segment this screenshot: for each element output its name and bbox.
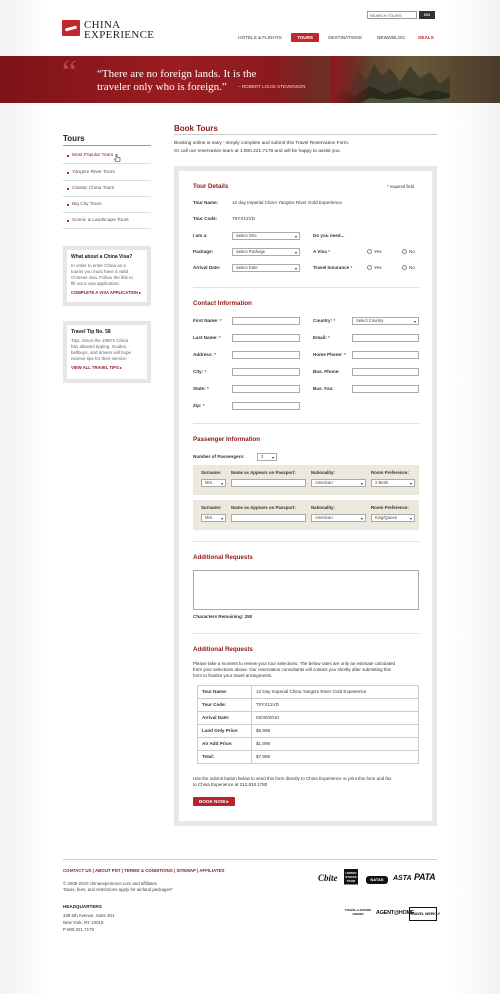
required-star-icon: * xyxy=(207,386,209,391)
view-travel-tips-link[interactable]: VIEW ALL TRAVEL TIPS ▸ xyxy=(71,364,123,370)
home-phone-text: Home Phone: xyxy=(313,352,343,357)
summary-value: $1,998 xyxy=(252,738,419,751)
sidebar-item-classic[interactable]: Classic China Tours xyxy=(63,181,151,197)
brand-line-2: EXPERIENCE xyxy=(84,29,155,41)
passport-name-input[interactable] xyxy=(231,479,306,487)
tour-code-value: T0YX12VD xyxy=(232,216,255,221)
required-star-icon: * xyxy=(343,352,346,357)
tour-name-value: 12 day Imperial ChinA Yangtze River Gold Experience xyxy=(232,200,342,205)
summary-value: $7,996 xyxy=(252,751,419,764)
required-star-icon: * xyxy=(328,335,330,340)
tip-text-line: bellboys, and drivers will hope xyxy=(71,349,132,355)
visa-promo-box xyxy=(63,246,151,306)
bus-fax-input[interactable] xyxy=(352,385,419,393)
summary-value: $5,998 xyxy=(252,725,419,738)
passport-name-header: Name as Appears on Passport: xyxy=(231,470,296,475)
table-row xyxy=(198,699,419,712)
visa-label-text: A Visa xyxy=(313,249,327,254)
nav-destinations[interactable]: DESTINATIONS xyxy=(328,35,362,40)
section-divider xyxy=(193,541,419,542)
additional-requests-textarea[interactable] xyxy=(193,570,419,610)
hero-quote-attribution: – ROBERT LOUIS STEVENSON xyxy=(238,84,306,89)
table-row xyxy=(198,738,419,751)
copyright-line: © 2009-2010 chinaexperience.com and affiliates xyxy=(63,881,157,886)
visa-text-line: tourist you must have a valid xyxy=(71,268,129,274)
zip-input[interactable] xyxy=(232,402,300,410)
address-line: P 800.221.7179 xyxy=(63,927,94,932)
natas-logo: NATAS xyxy=(366,876,388,884)
cbite-logo: Cbite xyxy=(318,873,338,883)
summary-intro-line: from your selections above. Our reservation consultants will contact you shortly after submitting this xyxy=(193,667,391,672)
summary-key: Arrival Date: xyxy=(198,712,252,725)
tour-name-label: Tour Name: xyxy=(193,200,219,205)
city-input[interactable] xyxy=(232,368,300,376)
search-input[interactable]: SEARCH TOURS xyxy=(367,11,417,19)
section-divider xyxy=(193,287,419,288)
insurance-yes-label: Yes xyxy=(374,265,382,270)
travel-weekly-logo: TRAVEL WEEKLY xyxy=(409,907,437,921)
footer-divider xyxy=(63,859,437,860)
surname-select[interactable]: Mrs. xyxy=(201,479,226,487)
sidebar-item-big-city[interactable]: Big City Tours xyxy=(63,197,151,213)
address-text: Address: xyxy=(193,352,213,357)
nav-hotels-flights[interactable]: HOTELS & FLIGHTS xyxy=(238,35,282,40)
visa-yes-label: Yes xyxy=(374,249,382,254)
passenger-count-label: Number of Passengers: xyxy=(193,454,245,459)
visa-no-label: No xyxy=(409,249,415,254)
table-row xyxy=(198,712,419,725)
sidebar-item-most-popular[interactable]: Most Popular Tours xyxy=(63,148,151,164)
intro-line: Booking online is easy - simply complete and submit this Travel Reservation Form. xyxy=(174,141,350,146)
visa-text-line: In order to enter China as a xyxy=(71,262,126,268)
section-divider xyxy=(193,423,419,424)
travel-tip-text xyxy=(71,338,143,362)
hero-quote-line-1: “There are no foreign lands. It is the xyxy=(97,68,257,80)
room-pref-header: Room Preference: xyxy=(371,505,409,510)
passport-name-header: Name as Appears on Passport: xyxy=(231,505,296,510)
tip-text-line: has allowed tipping. Guides, xyxy=(71,343,128,349)
tour-code-label: Tour Code: xyxy=(193,216,218,221)
first-name-text: First Name: xyxy=(193,318,219,323)
tour-details-title: Tour Details xyxy=(193,183,229,190)
travel-insurance-label xyxy=(313,265,352,271)
nav-news-blog[interactable]: NEWS/BLOG xyxy=(377,35,405,40)
country-select[interactable]: Select Country xyxy=(352,317,419,325)
required-star-icon: * xyxy=(350,265,353,270)
travel-tip-box xyxy=(63,321,151,383)
page-title: Book Tours xyxy=(174,124,218,133)
tip-text-line: Tips. Since the 1980's China xyxy=(71,337,128,343)
insurance-no-label: No xyxy=(409,265,415,270)
first-name-label xyxy=(193,318,221,324)
visa-text-line: fill out a visa application. xyxy=(71,280,120,286)
arrival-date-select[interactable]: Select Date xyxy=(232,264,300,272)
email-label xyxy=(313,335,330,341)
surname-header: Surname: xyxy=(201,505,222,510)
visa-text-line: Chinese visa. Follow the link to xyxy=(71,274,133,280)
required-star-icon: * xyxy=(219,335,221,340)
quote-mark-icon: “ xyxy=(62,54,78,91)
summary-key: Tour Name: xyxy=(198,686,252,699)
room-pref-select[interactable]: King/Queen xyxy=(371,514,415,522)
do-you-need-label: Do you need... xyxy=(313,233,345,238)
package-select[interactable]: Select Package xyxy=(232,248,300,256)
summary-key: Total: xyxy=(198,751,252,764)
hero-quote-line-2: traveler only who is foreign.” xyxy=(97,81,227,93)
summary-title: Additional Requests xyxy=(193,646,253,653)
visa-promo-title: What about a China Visa? xyxy=(71,254,133,260)
intro-line: Or call our reservation team at 1.800.221.7179 and will be happy to assist you. xyxy=(174,149,341,154)
headquarters-title: HEADQUARTERS xyxy=(63,904,102,909)
summary-intro-line: form to finalize your travel arrangments. xyxy=(193,673,273,678)
reservation-form xyxy=(179,171,432,821)
required-star-icon: * xyxy=(214,352,216,357)
package-label: Package: xyxy=(193,249,214,254)
footer-copyright xyxy=(63,881,173,893)
sidebar-divider xyxy=(63,145,151,146)
nationality-select[interactable]: American xyxy=(311,514,366,522)
address-input[interactable] xyxy=(232,351,300,359)
required-field-note: * required field xyxy=(387,184,415,189)
state-label xyxy=(193,386,209,392)
summary-key: Land Only Price: xyxy=(198,725,252,738)
search-go-button[interactable]: GO xyxy=(419,11,435,19)
nationality-select[interactable]: American xyxy=(311,479,366,487)
visa-no-radio[interactable] xyxy=(402,249,407,254)
section-divider xyxy=(193,633,419,634)
bus-phone-label: Bus. Phone: xyxy=(313,369,340,374)
agent-at-home-logo: AGENT@HOME xyxy=(376,910,415,916)
summary-value: T0YX12VD xyxy=(252,699,419,712)
visa-label xyxy=(313,249,330,255)
nav-tours[interactable]: TOURS xyxy=(291,33,319,42)
last-name-label xyxy=(193,335,221,341)
home-phone-input[interactable] xyxy=(352,351,419,359)
summary-value: 03/30/2010 xyxy=(252,712,419,725)
required-star-icon: * xyxy=(219,318,222,323)
book-now-button[interactable]: BOOK NOW ▸ xyxy=(193,797,235,806)
tip-text-line: recieve tips for their service. xyxy=(71,355,128,361)
city-label xyxy=(193,369,206,375)
logo-icon[interactable] xyxy=(62,20,80,36)
address-line: 339 5th Avenue, Suite 401 xyxy=(63,913,115,918)
required-star-icon: * xyxy=(204,369,207,374)
characters-remaining: Characters Remaining: 250 xyxy=(193,614,253,619)
mountain-landscape-image xyxy=(330,56,450,103)
state-text: State: xyxy=(193,386,206,391)
contact-info-title: Contact Information xyxy=(193,300,252,307)
last-name-text: Last Name: xyxy=(193,335,218,340)
asta-logo: ASTA xyxy=(393,875,412,882)
insurance-label-text: Travel Insurance xyxy=(313,265,350,270)
arrival-date-label: Arrival Date: xyxy=(193,265,221,270)
table-row xyxy=(198,751,419,764)
insurance-no-radio[interactable] xyxy=(402,265,407,270)
footer-links[interactable]: CONTACT US | ABOUT PDT | TERMS & CONDITIONS | SITEMAP | AFFILIATES xyxy=(63,868,225,873)
country-text: Country: xyxy=(313,318,333,323)
brand-logo-text[interactable] xyxy=(84,20,154,40)
passenger-info-title: Passenger Information xyxy=(193,436,261,443)
summary-key: Tour Code: xyxy=(198,699,252,712)
first-name-input[interactable] xyxy=(232,317,300,325)
zip-label xyxy=(193,403,205,409)
room-pref-header: Room Preference: xyxy=(371,470,409,475)
headquarters-address xyxy=(63,912,114,933)
table-row xyxy=(198,686,419,699)
table-row xyxy=(198,725,419,738)
pata-logo: PATA xyxy=(414,872,436,882)
copyright-line: Taxes, fees, and restrictions apply for air/land packages* xyxy=(63,887,173,892)
required-star-icon: * xyxy=(202,403,205,408)
insurance-yes-radio[interactable] xyxy=(367,265,372,270)
summary-outro xyxy=(193,776,391,788)
passport-name-input[interactable] xyxy=(231,514,306,522)
address-line: New York, NY 10016 xyxy=(63,920,104,925)
summary-intro xyxy=(193,661,395,679)
hand-cursor-icon xyxy=(114,154,121,162)
visa-yes-radio[interactable] xyxy=(367,249,372,254)
email-input[interactable] xyxy=(352,334,419,342)
city-text: City: xyxy=(193,369,204,374)
reservation-form-frame xyxy=(174,166,437,826)
travel-leisure-award-logo: TRAVEL+LEISURE AWARD xyxy=(344,908,372,916)
additional-requests-title: Additional Requests xyxy=(193,554,253,561)
nationality-header: Nationality: xyxy=(311,470,335,475)
sidebar-item-yangtze[interactable]: Yangtze River Tours xyxy=(63,165,151,181)
required-star-icon: * xyxy=(328,249,330,254)
state-input[interactable] xyxy=(232,385,300,393)
nav-deals[interactable]: DEALS xyxy=(418,35,434,40)
address-label xyxy=(193,352,216,358)
summary-table xyxy=(197,685,419,764)
surname-header: Surname: xyxy=(201,470,222,475)
nationality-header: Nationality: xyxy=(311,505,335,510)
passenger-count-select[interactable]: 2 xyxy=(257,453,277,461)
summary-key: Air Add Price: xyxy=(198,738,252,751)
surname-select[interactable]: Mrs. xyxy=(201,514,226,522)
bus-fax-label: Bus. Fax: xyxy=(313,386,334,391)
last-name-input[interactable] xyxy=(232,334,300,342)
summary-intro-line: Please take a moment to review your tour selections. The below rates are only an estimate calculated xyxy=(193,661,396,666)
sidebar-title: Tours xyxy=(63,134,85,143)
ustoa-logo: UNITED STATES TOUR OPERATORS xyxy=(344,871,363,887)
email-text: Email: xyxy=(313,335,327,340)
intro-text xyxy=(174,140,434,156)
required-star-icon: * xyxy=(333,318,336,323)
brand-line-1: CHINA xyxy=(84,19,121,31)
title-divider xyxy=(174,134,437,135)
sidebar-item-scenic[interactable]: Scenic & Landscape Tours xyxy=(63,213,151,229)
room-pref-select[interactable]: 2 Beds xyxy=(371,479,415,487)
home-phone-label xyxy=(313,352,346,358)
visa-application-link[interactable]: COMPLETE A VISA APPLICATION ▸ xyxy=(71,289,142,295)
i-am-a-select[interactable]: Select One xyxy=(232,232,300,240)
summary-outro-line: Use the submit button below to send this form directly to China Experience or print this form and fax xyxy=(193,776,392,781)
country-label xyxy=(313,318,335,324)
summary-value: 12 Day Imperial China Yangtze River Gold Experience xyxy=(252,686,419,699)
bus-phone-input[interactable] xyxy=(352,368,419,376)
i-am-a-label: I am a: xyxy=(193,233,208,238)
travel-tip-title: Travel Tip No. 58 xyxy=(71,329,111,335)
visa-promo-text xyxy=(71,263,143,287)
zip-text: Zip: xyxy=(193,403,202,408)
summary-outro-line: to China Experience at 212.818.1780 xyxy=(193,782,268,787)
